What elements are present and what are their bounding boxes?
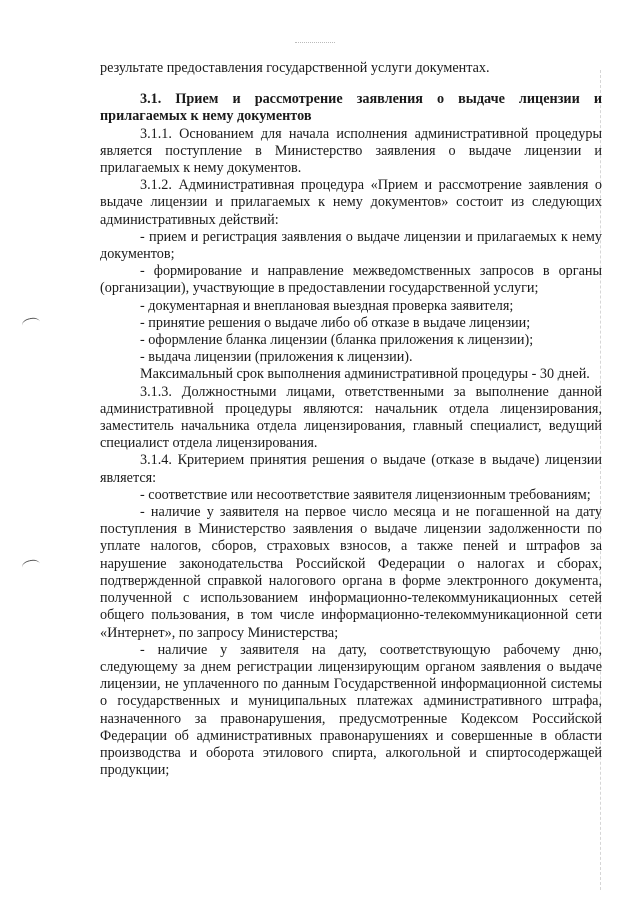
list-item: - оформление бланка лицензии (бланка приложения к лицензии); bbox=[140, 332, 534, 349]
list-item: - прием и регистрация заявления о выдаче лицензии и прилагаемых к нему документов; bbox=[100, 228, 602, 263]
list-item: - наличие у заявителя на первое число месяца и не погашенной на дату поступления в Министерство заявления о выдаче лицензии задолженности по уплате налогов, сборов, страховых взносов, а также пеней и штрафов за нарушение законодательства Российской Федерации о налогах и сборах, подтвержденной справкой налогового органа в форме электронного документа, полученной с использованием информационно-телекоммуникационных сетей общего пользования, в том числе информационно-телекоммуникационной сети «Интернет», по запросу Министерства; bbox=[100, 504, 602, 641]
paragraph: 3.1.4. Критерием принятия решения о выдаче (отказе в выдаче) лицензии является: bbox=[100, 452, 602, 486]
list-item: - формирование и направление межведомственных запросов в органы (организации), участвующие в предоставлении государственной услуги; bbox=[100, 263, 602, 297]
paragraph: 3.1.1. Основанием для начала исполнения административной процедуры является поступление в Министерство заявления о выдаче лицензии и прилагаемых к нему документов. bbox=[100, 125, 602, 177]
list-item: - соответствие или несоответствие заявителя лицензионным требованиям; bbox=[140, 486, 591, 503]
punch-hole-mark bbox=[21, 316, 41, 331]
document-body bbox=[100, 60, 602, 779]
continued-line: результате предоставления государственной услуги документах. bbox=[100, 60, 490, 76]
section-title: 3.1. Прием и рассмотрение заявления о выдаче лицензии и прилагаемых к нему документов bbox=[100, 91, 602, 125]
punch-hole-mark bbox=[21, 558, 41, 573]
list-item: - документарная и внеплановая выездная проверка заявителя; bbox=[140, 297, 514, 314]
paragraph: 3.1.2. Административная процедура «Прием и рассмотрение заявления о выдаче лицензии и прилагаемых к нему документов» состоит из следующих административных действий: bbox=[100, 177, 602, 228]
list-item: - наличие у заявителя на дату, соответствующую рабочему дню, следующему за днем регистрации лицензирующим органом заявления о выдаче лицензии, не уплаченного по данным Государственной информационной системы о государственных и муниципальных платежах административного штрафа, назначенного за правонарушения, предусмотренные Кодексом Российской Федерации об административных правонарушениях и совершенные в области производства и оборота этилового спирта, алкогольной и спиртосодержащей продукции; bbox=[100, 641, 602, 779]
paragraph: Максимальный срок выполнения административной процедуры - 30 дней. bbox=[140, 366, 590, 383]
list-item: - принятие решения о выдаче либо об отказе в выдаче лицензии; bbox=[140, 314, 531, 331]
list-item: - выдача лицензии (приложения к лицензии). bbox=[140, 349, 413, 366]
scan-mark bbox=[295, 42, 335, 49]
paragraph: 3.1.3. Должностными лицами, ответственными за выполнение данной административной процедуры являются: начальник отдела лицензирования, заместитель начальника отдела лицензирования, главный специалист, ведущий специалист отдела лицензирования. bbox=[100, 383, 602, 452]
